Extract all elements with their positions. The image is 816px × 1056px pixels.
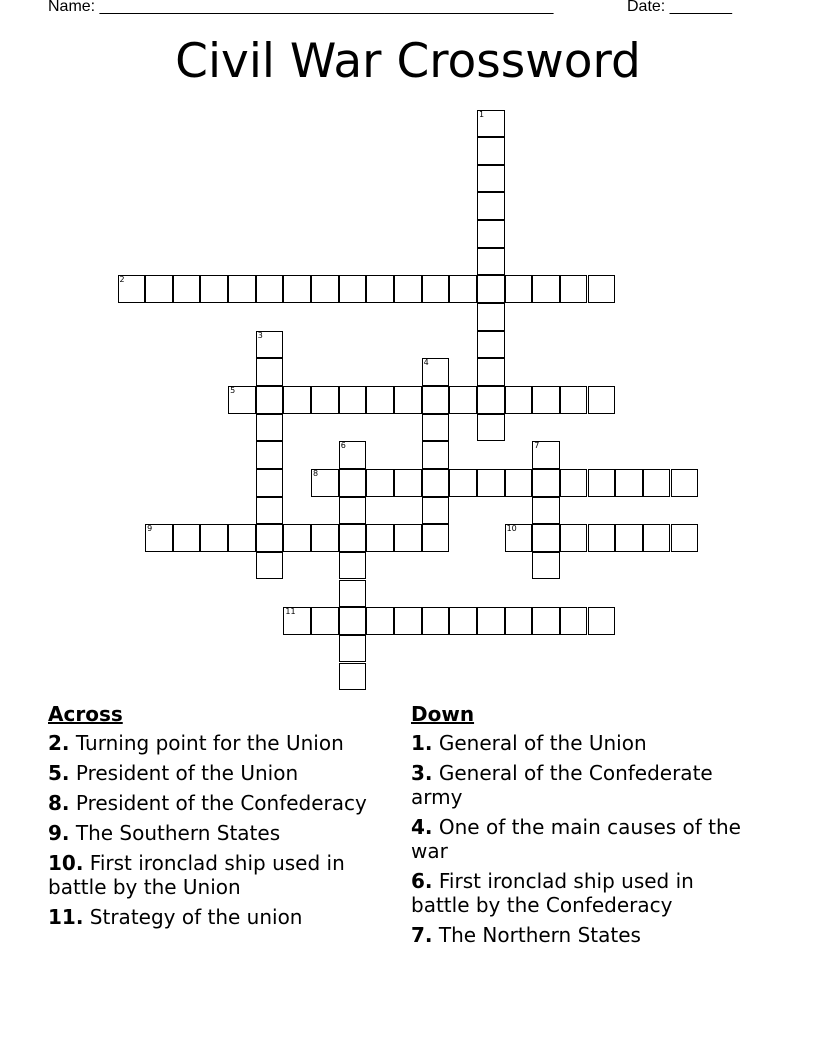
crossword-cell[interactable] (560, 386, 588, 414)
crossword-cell[interactable] (422, 358, 450, 386)
clue-text: President of the Union (75, 761, 299, 785)
clue-text: General of the Confederate army (411, 761, 713, 809)
crossword-cell[interactable] (311, 275, 339, 303)
crossword-cell[interactable] (643, 524, 671, 552)
across-heading: Across (48, 702, 123, 726)
crossword-cell[interactable] (366, 275, 394, 303)
crossword-cell[interactable] (505, 469, 533, 497)
crossword-cell[interactable] (256, 441, 284, 469)
clue-number: 7. (411, 923, 433, 947)
crossword-cell[interactable] (283, 607, 311, 635)
crossword-cell[interactable] (422, 414, 450, 442)
crossword-cell[interactable] (311, 524, 339, 552)
crossword-cell[interactable] (422, 524, 450, 552)
crossword-cell[interactable] (477, 137, 505, 165)
clue-down-4 (411, 815, 751, 863)
crossword-cell[interactable] (588, 607, 616, 635)
crossword-cell[interactable] (366, 607, 394, 635)
clue-number-label: 5 (230, 386, 236, 395)
clue-number-label: 9 (147, 524, 153, 534)
crossword-cell[interactable] (477, 386, 505, 414)
crossword-cell[interactable] (256, 469, 284, 497)
crossword-cell[interactable] (200, 524, 228, 552)
clue-across-2 (48, 731, 388, 755)
clue-number: 9. (48, 821, 70, 845)
crossword-cell[interactable] (477, 192, 505, 220)
crossword-cell[interactable] (477, 414, 505, 442)
crossword-cell[interactable] (505, 275, 533, 303)
crossword-cell[interactable] (505, 386, 533, 414)
clue-number: 10. (48, 851, 84, 875)
crossword-cell[interactable] (615, 524, 643, 552)
crossword-cell[interactable] (477, 358, 505, 386)
crossword-cell[interactable] (449, 386, 477, 414)
crossword-cell[interactable] (283, 275, 311, 303)
crossword-cell[interactable] (477, 275, 505, 303)
crossword-cell[interactable] (394, 386, 422, 414)
crossword-cell[interactable] (339, 580, 367, 608)
crossword-cell[interactable] (311, 469, 339, 497)
crossword-cell[interactable] (560, 524, 588, 552)
crossword-cell[interactable] (532, 441, 560, 469)
clue-text: Turning point for the Union (75, 731, 344, 755)
crossword-cell[interactable] (339, 441, 367, 469)
clue-down-3 (411, 761, 751, 809)
crossword-cell[interactable] (588, 469, 616, 497)
crossword-cell[interactable] (394, 524, 422, 552)
down-heading: Down (411, 702, 475, 726)
clue-number-label: 8 (313, 468, 319, 478)
crossword-cell[interactable] (477, 331, 505, 359)
crossword-cell[interactable] (366, 469, 394, 497)
crossword-cell[interactable] (422, 497, 450, 525)
crossword-cell[interactable] (339, 386, 367, 414)
clue-text: First ironclad ship used in battle by the Confederacy (411, 869, 694, 917)
crossword-cell[interactable] (477, 220, 505, 248)
crossword-cell[interactable] (256, 275, 284, 303)
crossword-cell[interactable] (283, 386, 311, 414)
crossword-cell[interactable] (228, 386, 256, 414)
crossword-cell[interactable] (311, 386, 339, 414)
crossword-cell[interactable] (532, 524, 560, 552)
crossword-cell[interactable] (145, 524, 173, 552)
down-clues (411, 702, 751, 953)
crossword-cell[interactable] (394, 275, 422, 303)
clue-number-label: 2 (119, 275, 125, 285)
crossword-cell[interactable] (477, 248, 505, 276)
crossword-cell[interactable] (256, 414, 284, 442)
crossword-cell[interactable] (588, 275, 616, 303)
crossword-cell[interactable] (339, 552, 367, 580)
crossword-cell[interactable] (366, 524, 394, 552)
crossword-cell[interactable] (339, 635, 367, 663)
clue-text: Strategy of the union (89, 905, 303, 929)
crossword-cell[interactable] (339, 275, 367, 303)
crossword-cell[interactable] (477, 303, 505, 331)
clue-number: 1. (411, 731, 433, 755)
clue-number: 3. (411, 761, 433, 785)
crossword-cell[interactable] (256, 358, 284, 386)
crossword-cell[interactable] (422, 469, 450, 497)
crossword-cell[interactable] (256, 524, 284, 552)
clue-down-6 (411, 869, 751, 917)
crossword-cell[interactable] (422, 386, 450, 414)
crossword-cell[interactable] (588, 524, 616, 552)
clue-number: 6. (411, 869, 433, 893)
crossword-cell[interactable] (532, 497, 560, 525)
clue-number-label: 1 (478, 109, 485, 119)
clue-down-7 (411, 923, 751, 947)
clue-number-label: 11 (285, 607, 296, 617)
crossword-cell[interactable] (394, 607, 422, 635)
crossword-cell[interactable] (532, 386, 560, 414)
crossword-cell[interactable] (118, 275, 146, 303)
clue-across-11 (48, 905, 388, 929)
crossword-cell[interactable] (449, 607, 477, 635)
crossword-cell[interactable] (283, 524, 311, 552)
crossword-cell[interactable] (477, 165, 505, 193)
crossword-cell[interactable] (505, 524, 533, 552)
clue-number: 4. (411, 815, 433, 839)
clue-number-label: 7 (534, 441, 540, 451)
crossword-cell[interactable] (256, 386, 284, 414)
crossword-cell[interactable] (449, 469, 477, 497)
crossword-cell[interactable] (173, 524, 201, 552)
crossword-cell[interactable] (145, 275, 173, 303)
clue-number-label: 6 (340, 441, 346, 451)
crossword-cell[interactable] (615, 469, 643, 497)
crossword-cell[interactable] (532, 552, 560, 580)
clue-text: The Northern States (438, 923, 641, 947)
crossword-cell[interactable] (339, 607, 367, 635)
crossword-cell[interactable] (422, 607, 450, 635)
crossword-cell[interactable] (477, 110, 505, 138)
clue-down-1 (411, 731, 751, 755)
clue-number-label: 3 (257, 330, 263, 340)
crossword-cell[interactable] (671, 524, 699, 552)
crossword-cell[interactable] (256, 497, 284, 525)
crossword-cell[interactable] (173, 275, 201, 303)
clue-number: 11. (48, 905, 84, 929)
crossword-cell[interactable] (671, 469, 699, 497)
crossword-cell[interactable] (339, 663, 367, 691)
crossword-cell[interactable] (505, 607, 533, 635)
crossword-cell[interactable] (422, 441, 450, 469)
clue-number: 8. (48, 791, 70, 815)
clue-across-10 (48, 851, 388, 899)
crossword-cell[interactable] (339, 524, 367, 552)
crossword-cell[interactable] (560, 469, 588, 497)
crossword-cell[interactable] (256, 331, 284, 359)
clue-across-5 (48, 761, 388, 785)
clue-text: President of the Confederacy (75, 791, 367, 815)
crossword-cell[interactable] (643, 469, 671, 497)
clue-number: 2. (48, 731, 70, 755)
crossword-cell[interactable] (588, 386, 616, 414)
crossword-cell[interactable] (366, 386, 394, 414)
clue-text: The Southern States (75, 821, 281, 845)
crossword-cell[interactable] (477, 469, 505, 497)
clue-across-9 (48, 821, 388, 845)
clue-text: One of the main causes of the war (411, 815, 741, 863)
clue-across-8 (48, 791, 388, 815)
crossword-cell[interactable] (394, 469, 422, 497)
crossword-cell[interactable] (339, 469, 367, 497)
crossword-cell[interactable] (256, 552, 284, 580)
across-clues (48, 702, 388, 935)
crossword-cell[interactable] (532, 469, 560, 497)
crossword-cell[interactable] (449, 275, 477, 303)
crossword-cell[interactable] (200, 275, 228, 303)
clue-number-label: 10 (506, 524, 517, 534)
page-title: Civil War Crossword (175, 34, 641, 89)
crossword-cell[interactable] (532, 275, 560, 303)
crossword-cell[interactable] (339, 497, 367, 525)
name-field: Name: ___________________________________________________ (48, 0, 554, 15)
clue-text: General of the Union (438, 731, 647, 755)
crossword-cell[interactable] (311, 607, 339, 635)
crossword-cell[interactable] (228, 524, 256, 552)
crossword-cell[interactable] (228, 275, 256, 303)
crossword-cell[interactable] (560, 607, 588, 635)
date-field: Date: _______ (627, 0, 732, 15)
crossword-cell[interactable] (422, 275, 450, 303)
crossword-cell[interactable] (477, 607, 505, 635)
clue-text: First ironclad ship used in battle by the Union (48, 851, 345, 899)
clue-number: 5. (48, 761, 70, 785)
clue-number-label: 4 (423, 358, 429, 368)
crossword-cell[interactable] (532, 607, 560, 635)
crossword-cell[interactable] (560, 275, 588, 303)
